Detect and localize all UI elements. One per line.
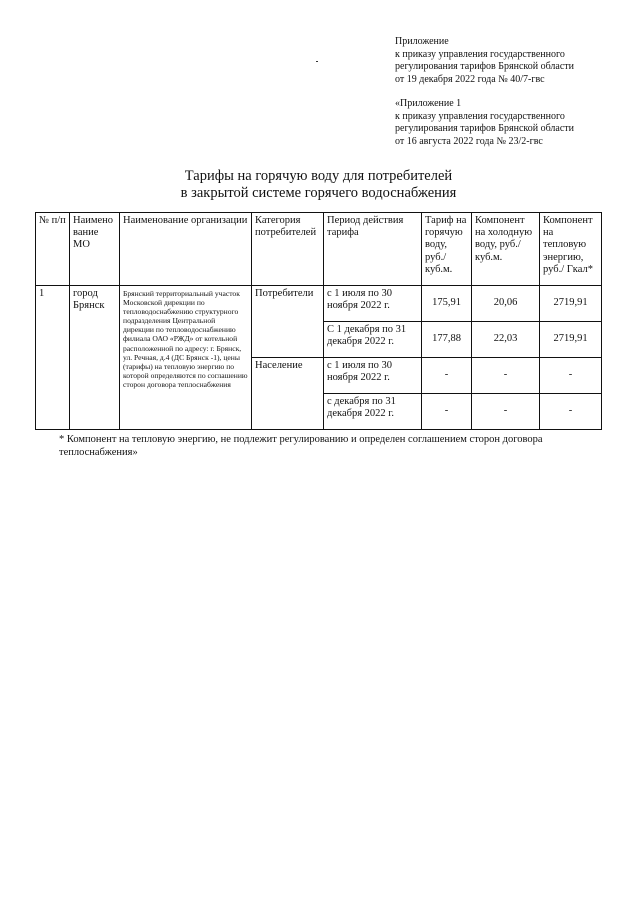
- annex-quoted-line: «Приложение 1: [395, 98, 462, 109]
- period-cell: с декабря по 31 декабря 2022 г.: [324, 394, 422, 430]
- document-title-line-2: в закрытой системе горячего водоснабжения: [180, 185, 457, 201]
- document-title-line-1: Тарифы на горячую воду для потребителей: [184, 168, 453, 184]
- annex-quoted-header: [395, 98, 630, 148]
- header-category: Категория потребителей: [252, 213, 324, 286]
- header-tariff: Тариф на горячую воду, руб./ куб.м.: [422, 213, 472, 286]
- period-cell: с 1 июля по 30 ноября 2022 г.: [324, 286, 422, 322]
- annex-line: к приказу управления государственного: [395, 48, 565, 60]
- header-organization: Наименование организации: [120, 213, 252, 286]
- row-municipality: город Брянск: [70, 286, 120, 430]
- header-heat: Компонент на тепловую энергию, руб./ Гкал*: [540, 213, 602, 286]
- table-row: [36, 286, 602, 322]
- category-consumers: Потребители: [252, 286, 324, 358]
- header-number: № п/п: [36, 213, 70, 286]
- row-organization: Брянский территориальный участок Московской дирекции по тепловодоснабжению структурного подразделения Центральной дирекции по тепловодоснабжению филиала ОАО «РЖД» от котельной расположенной по адресу: г. Брянск, ул. Речная, д.4 (ДС Брянск -1), цены (тарифы) на тепловую энергию по которой определяются по соглашению сторон договора теплоснабжения: [120, 286, 252, 430]
- period-cell: С 1 декабря по 31 декабря 2022 г.: [324, 322, 422, 358]
- cold-water-cell: -: [472, 394, 540, 430]
- header-cold-water: Компонент на холодную воду, руб./ куб.м.: [472, 213, 540, 286]
- period-cell: с 1 июля по 30 ноября 2022 г.: [324, 358, 422, 394]
- header-municipality: Наимено вание МО: [70, 213, 120, 286]
- footnote: * Компонент на тепловую энергию, не подлежит регулированию и определен соглашением сторон договора теплоснабжения»: [59, 434, 543, 458]
- category-population: Население: [252, 358, 324, 430]
- annex-header: [395, 36, 630, 86]
- annex-quoted-line: регулирования тарифов Брянской области: [395, 123, 575, 135]
- annex-line: регулирования тарифов Брянской области: [395, 61, 575, 73]
- scan-speck: [316, 61, 318, 62]
- cold-water-cell: 20,06: [472, 286, 540, 322]
- cold-water-cell: 22,03: [472, 322, 540, 358]
- row-number: 1: [36, 286, 70, 430]
- tariff-cell: -: [422, 394, 472, 430]
- annex-line: Приложение: [395, 36, 449, 47]
- heat-cell: -: [540, 394, 602, 430]
- table-header-row: [36, 213, 602, 286]
- tariff-cell: -: [422, 358, 472, 394]
- heat-cell: 2719,91: [540, 322, 602, 358]
- heat-cell: 2719,91: [540, 286, 602, 322]
- tariff-table: [35, 212, 602, 430]
- header-period: Период действия тарифа: [324, 213, 422, 286]
- heat-cell: -: [540, 358, 602, 394]
- annex-quoted-line: от 16 августа 2022 года № 23/2-гвс: [395, 135, 543, 147]
- cold-water-cell: -: [472, 358, 540, 394]
- annex-line: от 19 декабря 2022 года № 40/7-гвс: [395, 73, 545, 85]
- tariff-cell: 175,91: [422, 286, 472, 322]
- tariff-cell: 177,88: [422, 322, 472, 358]
- annex-quoted-line: к приказу управления государственного: [395, 110, 565, 122]
